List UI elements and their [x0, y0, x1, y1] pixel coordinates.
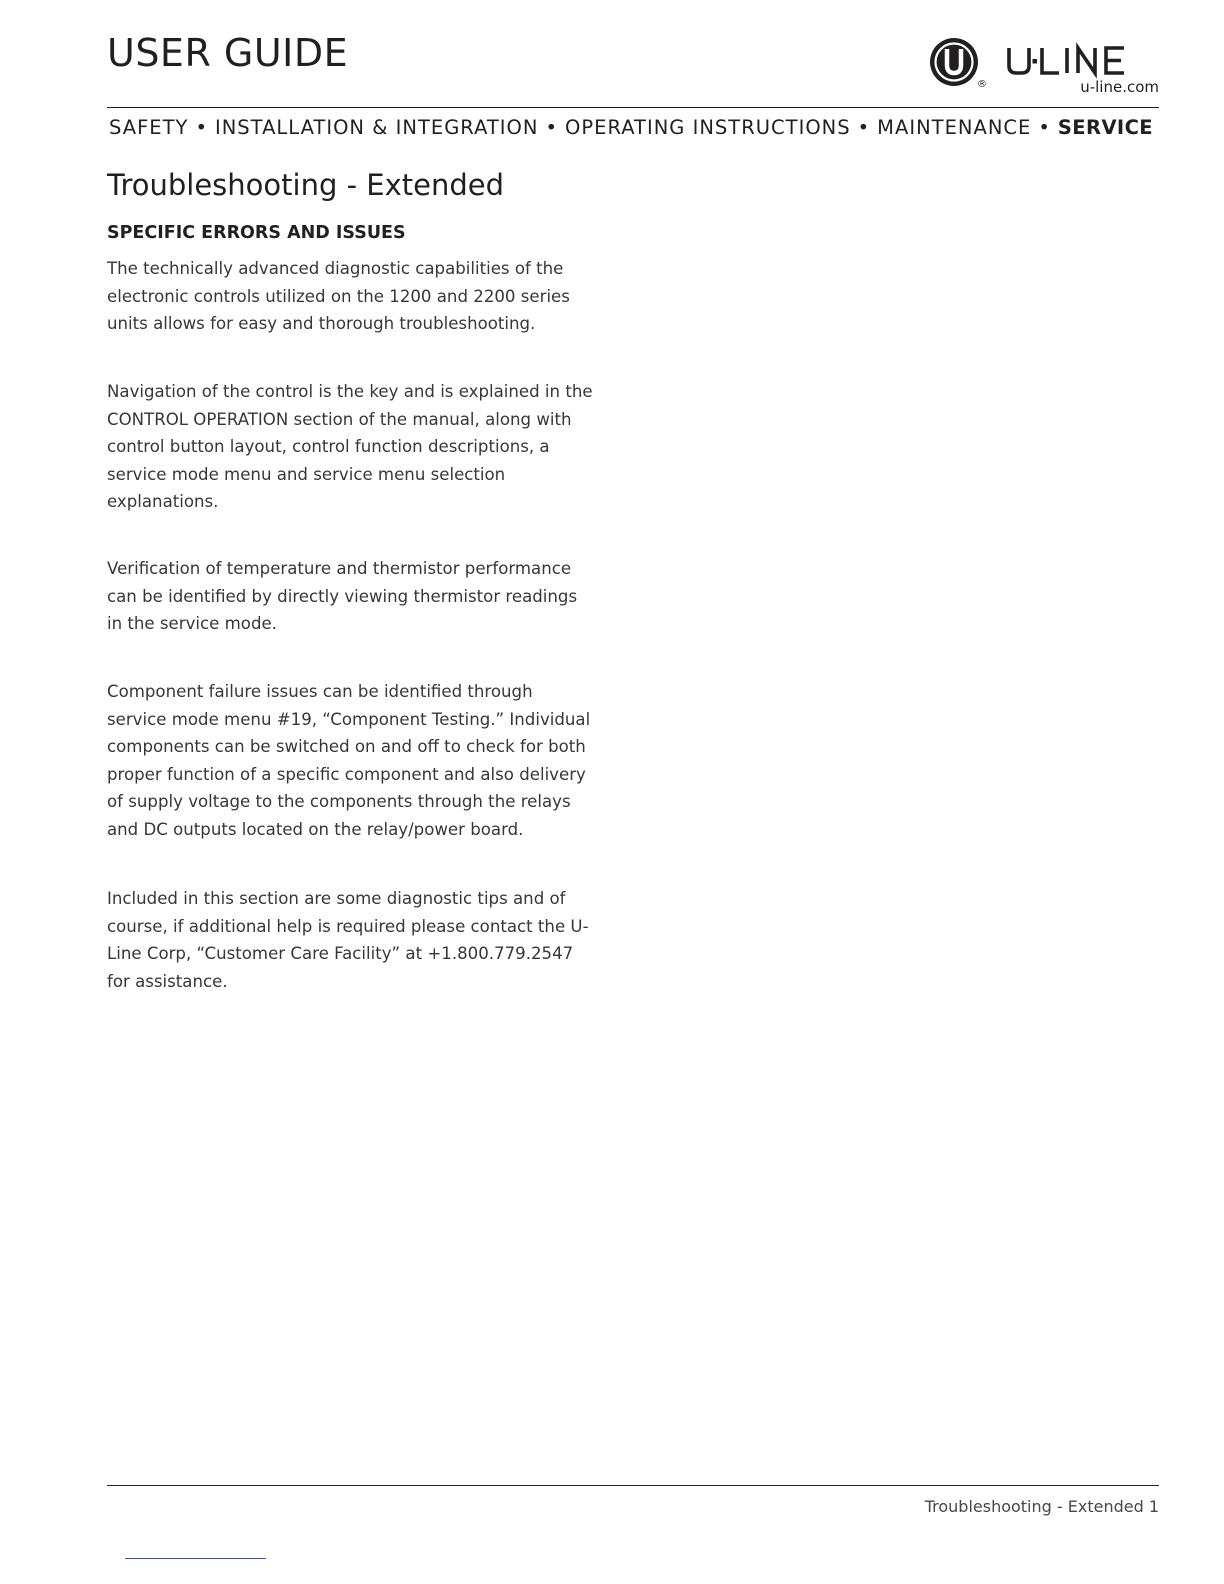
paragraph-component-failure: Component failure issues can be identified through service mode menu #19, “Component Testing.” Individual components can be switched on and off to check for both proper function of a specific component and also delivery of supply voltage to the components through the relays and DC outputs located on the relay/power board. [107, 682, 591, 839]
header-divider [107, 107, 1159, 108]
footer-page-label: Troubleshooting - Extended 1 [924, 1497, 1159, 1516]
section-navigation [109, 116, 1159, 139]
nav-separator: • [545, 116, 559, 139]
paragraph-verification: Verification of temperature and thermistor performance can be identified by directly viewing thermistor readings in the service mode. [107, 559, 578, 634]
document-title: USER GUIDE [107, 31, 349, 75]
website-url[interactable]: u-line.com [1080, 78, 1159, 96]
paragraph-contact: Included in this section are some diagnostic tips and of course, if additional help is required please contact the U-Line Corp, “Customer Care Facility” at +1.800.779.2547 for assistance. [107, 889, 589, 991]
nav-item-operating-instructions[interactable]: OPERATING INSTRUCTIONS [565, 116, 851, 139]
nav-separator: • [1038, 116, 1051, 139]
nav-item-safety[interactable]: SAFETY [109, 116, 189, 139]
footer-link-underline[interactable] [125, 1558, 266, 1559]
footer-divider [107, 1485, 1159, 1486]
section-heading: SPECIFIC ERRORS AND ISSUES [107, 223, 406, 243]
nav-item-maintenance[interactable]: MAINTENANCE [877, 116, 1032, 139]
nav-item-installation[interactable]: INSTALLATION & INTEGRATION [214, 116, 539, 139]
paragraph-navigation: Navigation of the control is the key and is explained in the CONTROL OPERATION section of the manual, along with control button layout, control function descriptions, a service mode menu and service menu selection explanations. [107, 382, 593, 512]
paragraph-intro: The technically advanced diagnostic capabilities of the electronic controls utilized on the 1200 and 2200 series units allows for easy and thorough troubleshooting. [107, 259, 570, 334]
nav-separator: • [857, 116, 871, 139]
page-title: Troubleshooting - Extended [107, 168, 504, 202]
svg-text:®: ® [977, 79, 987, 90]
nav-item-service[interactable]: SERVICE [1057, 116, 1154, 139]
nav-separator: • [195, 116, 208, 139]
